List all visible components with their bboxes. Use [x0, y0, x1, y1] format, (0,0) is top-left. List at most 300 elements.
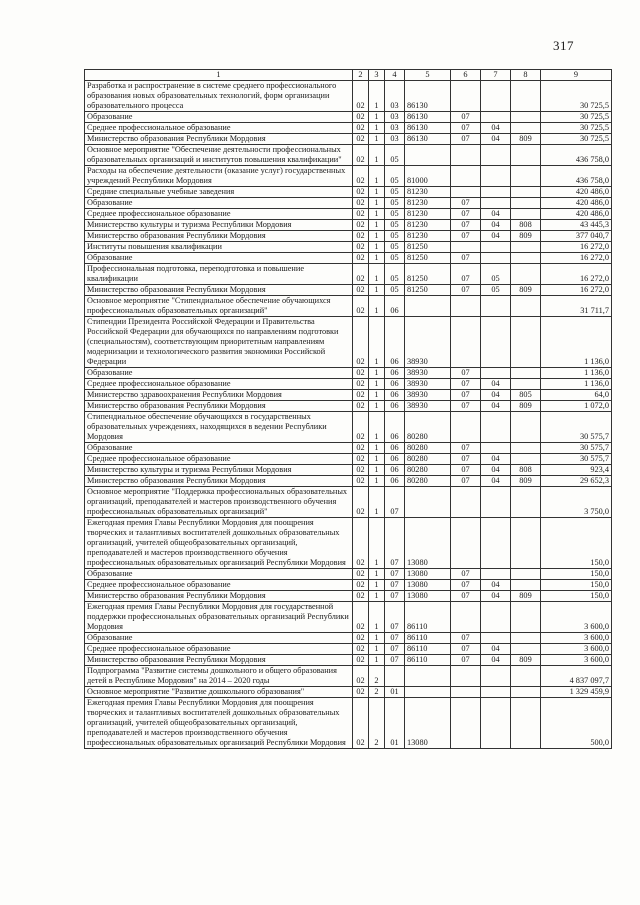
row-name: Ежегодная премия Главы Республики Мордовия для государственной поддержки профессиональных образовательных организаций Республики Мордовия: [85, 602, 353, 633]
col-5: 81230: [405, 220, 451, 231]
col-8: [511, 454, 541, 465]
col-6: 07: [451, 112, 481, 123]
table-row: [85, 602, 612, 633]
col-2: 02: [353, 698, 369, 749]
row-amount: 64,0: [541, 390, 612, 401]
col-5: 38930: [405, 379, 451, 390]
row-name: Образование: [85, 633, 353, 644]
table-row: [85, 591, 612, 602]
col-6: 07: [451, 644, 481, 655]
col-2: 02: [353, 296, 369, 317]
col-5: 13080: [405, 580, 451, 591]
col-7: [481, 633, 511, 644]
col-6: [451, 687, 481, 698]
col-4: 05: [385, 145, 405, 166]
row-name: Образование: [85, 112, 353, 123]
col-3: 1: [369, 476, 385, 487]
row-amount: 30 575,7: [541, 454, 612, 465]
row-name: Стипендиальное обеспечение обучающихся в государственных образовательных учреждениях, находящихся в ведении Республики Мордовия: [85, 412, 353, 443]
col-5: 81250: [405, 253, 451, 264]
col-7: [481, 666, 511, 687]
col-5: [405, 296, 451, 317]
col-7: [481, 368, 511, 379]
col-5: 86110: [405, 633, 451, 644]
col-7: 04: [481, 209, 511, 220]
row-amount: 1 136,0: [541, 368, 612, 379]
col-6: 07: [451, 134, 481, 145]
col-8: 809: [511, 591, 541, 602]
col-2: 02: [353, 465, 369, 476]
col-8: 809: [511, 476, 541, 487]
row-name: Разработка и распространение в системе среднего профессионального образования новых образовательных технологий, форм организации образовательного процесса: [85, 81, 353, 112]
col-2: 02: [353, 569, 369, 580]
col-3: 2: [369, 698, 385, 749]
col-4: 03: [385, 112, 405, 123]
page-number: 317: [553, 38, 574, 53]
col-3: 1: [369, 379, 385, 390]
col-4: 07: [385, 569, 405, 580]
row-name: Образование: [85, 198, 353, 209]
col-6: [451, 145, 481, 166]
row-amount: 1 072,0: [541, 401, 612, 412]
col-4: 06: [385, 390, 405, 401]
col-7: 04: [481, 476, 511, 487]
col-2: 02: [353, 368, 369, 379]
col-7: 05: [481, 264, 511, 285]
col-4: 05: [385, 187, 405, 198]
col-4: 01: [385, 698, 405, 749]
row-amount: 1 329 459,9: [541, 687, 612, 698]
col-2: 02: [353, 476, 369, 487]
col-8: [511, 112, 541, 123]
col-5: [405, 666, 451, 687]
header-cell: 5: [405, 70, 451, 81]
row-name: Среднее профессиональное образование: [85, 379, 353, 390]
col-6: [451, 412, 481, 443]
col-5: 13080: [405, 698, 451, 749]
table-row: [85, 518, 612, 569]
col-2: 02: [353, 145, 369, 166]
col-3: 1: [369, 285, 385, 296]
row-name: Министерство образования Республики Мордовия: [85, 476, 353, 487]
col-5: 38930: [405, 317, 451, 368]
col-4: 05: [385, 285, 405, 296]
col-3: 1: [369, 209, 385, 220]
col-8: [511, 487, 541, 518]
row-name: Основное мероприятие "Поддержка профессиональных образовательных организаций, преподавателей и мастеров производственного обучения профессиональных образовательных организаций": [85, 487, 353, 518]
budget-table: [84, 69, 612, 749]
col-3: 1: [369, 401, 385, 412]
row-amount: 3 750,0: [541, 487, 612, 518]
col-5: 13080: [405, 569, 451, 580]
col-3: 1: [369, 443, 385, 454]
col-8: [511, 242, 541, 253]
row-amount: 30 575,7: [541, 412, 612, 443]
row-name: Среднее профессиональное образование: [85, 123, 353, 134]
col-6: 07: [451, 209, 481, 220]
col-2: 02: [353, 666, 369, 687]
row-amount: 43 445,3: [541, 220, 612, 231]
row-amount: 1 136,0: [541, 379, 612, 390]
col-2: 02: [353, 412, 369, 443]
col-3: 2: [369, 687, 385, 698]
col-8: [511, 187, 541, 198]
col-8: 805: [511, 390, 541, 401]
col-4: 06: [385, 476, 405, 487]
table-row: [85, 687, 612, 698]
row-name: Среднее профессиональное образование: [85, 454, 353, 465]
col-2: 02: [353, 231, 369, 242]
col-5: 81000: [405, 166, 451, 187]
col-3: 1: [369, 487, 385, 518]
col-2: 02: [353, 633, 369, 644]
col-5: 86130: [405, 123, 451, 134]
header-cell: 2: [353, 70, 369, 81]
col-3: 1: [369, 145, 385, 166]
col-2: 02: [353, 166, 369, 187]
col-2: 02: [353, 602, 369, 633]
row-amount: 3 600,0: [541, 644, 612, 655]
col-4: 05: [385, 166, 405, 187]
row-amount: 3 600,0: [541, 633, 612, 644]
table-row: [85, 401, 612, 412]
col-6: [451, 602, 481, 633]
col-3: 1: [369, 580, 385, 591]
table-row: [85, 379, 612, 390]
col-5: 80280: [405, 476, 451, 487]
col-8: [511, 412, 541, 443]
col-5: 86130: [405, 112, 451, 123]
row-name: Среднее профессиональное образование: [85, 644, 353, 655]
col-6: 07: [451, 253, 481, 264]
col-7: [481, 602, 511, 633]
col-2: 02: [353, 264, 369, 285]
col-8: [511, 602, 541, 633]
col-8: [511, 253, 541, 264]
col-4: 06: [385, 401, 405, 412]
col-8: 808: [511, 465, 541, 476]
header-cell: 9: [541, 70, 612, 81]
header-cell: 4: [385, 70, 405, 81]
table-row: [85, 487, 612, 518]
col-6: [451, 317, 481, 368]
table-row: [85, 580, 612, 591]
col-6: 07: [451, 231, 481, 242]
col-6: 07: [451, 465, 481, 476]
row-amount: 150,0: [541, 580, 612, 591]
row-amount: 436 758,0: [541, 166, 612, 187]
col-3: 1: [369, 187, 385, 198]
col-5: 38930: [405, 390, 451, 401]
col-6: [451, 487, 481, 518]
row-name: Образование: [85, 569, 353, 580]
col-5: 38930: [405, 401, 451, 412]
col-3: 1: [369, 569, 385, 580]
table-row: [85, 166, 612, 187]
col-8: [511, 368, 541, 379]
col-2: 02: [353, 401, 369, 412]
col-3: 1: [369, 198, 385, 209]
col-4: 05: [385, 231, 405, 242]
col-4: 07: [385, 487, 405, 518]
row-amount: 30 575,7: [541, 443, 612, 454]
row-name: Расходы на обеспечение деятельности (оказание услуг) государственных учреждений Республики Мордовия: [85, 166, 353, 187]
col-6: [451, 187, 481, 198]
header-cell: 8: [511, 70, 541, 81]
header-cell: 3: [369, 70, 385, 81]
col-2: 02: [353, 112, 369, 123]
col-6: 07: [451, 591, 481, 602]
col-8: [511, 145, 541, 166]
col-5: 13080: [405, 591, 451, 602]
col-8: [511, 698, 541, 749]
table-row: [85, 253, 612, 264]
col-5: 13080: [405, 518, 451, 569]
col-4: 05: [385, 220, 405, 231]
col-4: 06: [385, 465, 405, 476]
table-row: [85, 644, 612, 655]
row-amount: 436 758,0: [541, 145, 612, 166]
row-name: Образование: [85, 443, 353, 454]
row-amount: 150,0: [541, 518, 612, 569]
col-5: 81230: [405, 209, 451, 220]
row-amount: 150,0: [541, 569, 612, 580]
col-6: 07: [451, 285, 481, 296]
col-2: 02: [353, 655, 369, 666]
col-6: 07: [451, 569, 481, 580]
col-4: 06: [385, 317, 405, 368]
col-5: 86110: [405, 644, 451, 655]
col-7: [481, 317, 511, 368]
col-5: 86110: [405, 655, 451, 666]
row-name: Министерство образования Республики Мордовия: [85, 231, 353, 242]
row-amount: 30 725,5: [541, 81, 612, 112]
col-3: 1: [369, 231, 385, 242]
table-row: [85, 285, 612, 296]
row-name: Профессиональная подготовка, переподготовка и повышение квалификации: [85, 264, 353, 285]
row-name: Среднее профессиональное образование: [85, 580, 353, 591]
header-row: [85, 70, 612, 81]
col-7: [481, 412, 511, 443]
col-4: 06: [385, 379, 405, 390]
col-8: [511, 379, 541, 390]
col-4: 05: [385, 198, 405, 209]
row-amount: 30 725,5: [541, 134, 612, 145]
col-8: [511, 580, 541, 591]
col-2: 02: [353, 81, 369, 112]
col-6: 07: [451, 401, 481, 412]
col-7: 04: [481, 401, 511, 412]
col-7: 04: [481, 644, 511, 655]
col-7: [481, 112, 511, 123]
col-4: 07: [385, 580, 405, 591]
col-5: 86110: [405, 602, 451, 633]
col-3: 1: [369, 454, 385, 465]
col-3: 1: [369, 655, 385, 666]
col-8: [511, 166, 541, 187]
col-2: 02: [353, 518, 369, 569]
col-3: 1: [369, 123, 385, 134]
table-row: [85, 145, 612, 166]
col-7: 04: [481, 379, 511, 390]
table-row: [85, 187, 612, 198]
table-row: [85, 633, 612, 644]
col-4: 06: [385, 412, 405, 443]
col-6: 07: [451, 368, 481, 379]
col-8: [511, 81, 541, 112]
col-5: 86130: [405, 134, 451, 145]
col-3: 2: [369, 666, 385, 687]
row-amount: 16 272,0: [541, 253, 612, 264]
col-8: [511, 123, 541, 134]
header-cell: 6: [451, 70, 481, 81]
row-amount: 377 040,7: [541, 231, 612, 242]
col-3: 1: [369, 518, 385, 569]
col-3: 1: [369, 253, 385, 264]
table-row: [85, 231, 612, 242]
row-name: Образование: [85, 368, 353, 379]
table-row: [85, 123, 612, 134]
col-4: 05: [385, 253, 405, 264]
table-row: [85, 220, 612, 231]
col-6: [451, 666, 481, 687]
col-8: [511, 687, 541, 698]
col-5: [405, 487, 451, 518]
header-cell: 1: [85, 70, 353, 81]
col-7: [481, 166, 511, 187]
table-row: [85, 465, 612, 476]
col-4: 07: [385, 633, 405, 644]
col-6: 07: [451, 476, 481, 487]
col-5: [405, 145, 451, 166]
col-7: 04: [481, 231, 511, 242]
row-amount: 420 486,0: [541, 209, 612, 220]
col-7: [481, 81, 511, 112]
col-6: 07: [451, 220, 481, 231]
col-3: 1: [369, 81, 385, 112]
col-5: 81250: [405, 242, 451, 253]
col-8: 809: [511, 655, 541, 666]
col-2: 02: [353, 390, 369, 401]
col-2: 02: [353, 317, 369, 368]
col-4: 07: [385, 644, 405, 655]
col-8: [511, 198, 541, 209]
col-3: 1: [369, 296, 385, 317]
row-amount: 500,0: [541, 698, 612, 749]
table-row: [85, 264, 612, 285]
col-7: [481, 518, 511, 569]
row-name: Министерство образования Республики Мордовия: [85, 134, 353, 145]
col-8: [511, 666, 541, 687]
row-name: Ежегодная премия Главы Республики Мордовия для поощрения творческих и талантливых воспитателей дошкольных образовательных организаций, учителей общеобразовательных организаций, преподавателей и мастеров производственного обучения профессиональных образовательных организаций Республики Мордовия: [85, 518, 353, 569]
row-name: Подпрограмма "Развитие системы дошкольного и общего образования детей в Республике Мордовия" на 2014 – 2020 годы: [85, 666, 353, 687]
col-3: 1: [369, 368, 385, 379]
col-6: 07: [451, 443, 481, 454]
col-8: 809: [511, 401, 541, 412]
col-6: [451, 296, 481, 317]
col-3: 1: [369, 134, 385, 145]
table-row: [85, 443, 612, 454]
col-6: [451, 81, 481, 112]
col-2: 02: [353, 644, 369, 655]
col-2: 02: [353, 454, 369, 465]
col-2: 02: [353, 220, 369, 231]
col-5: 80280: [405, 412, 451, 443]
col-6: 07: [451, 454, 481, 465]
table-row: [85, 476, 612, 487]
row-name: Основное мероприятие "Стипендиальное обеспечение обучающихся профессиональных образовательных организаций": [85, 296, 353, 317]
col-7: 04: [481, 390, 511, 401]
col-2: 02: [353, 687, 369, 698]
row-amount: 16 272,0: [541, 242, 612, 253]
col-3: 1: [369, 242, 385, 253]
col-6: 07: [451, 390, 481, 401]
col-3: 1: [369, 644, 385, 655]
col-6: [451, 698, 481, 749]
col-4: 07: [385, 602, 405, 633]
col-4: 03: [385, 134, 405, 145]
table-row: [85, 134, 612, 145]
col-4: 07: [385, 591, 405, 602]
row-amount: 16 272,0: [541, 264, 612, 285]
col-2: 02: [353, 285, 369, 296]
table-body: [85, 81, 612, 749]
row-name: Министерство образования Республики Мордовия: [85, 591, 353, 602]
table-row: [85, 412, 612, 443]
col-2: 02: [353, 580, 369, 591]
col-8: [511, 264, 541, 285]
table-row: [85, 655, 612, 666]
col-7: 04: [481, 591, 511, 602]
col-4: 05: [385, 264, 405, 285]
col-7: 04: [481, 655, 511, 666]
col-6: 07: [451, 198, 481, 209]
table-row: [85, 198, 612, 209]
row-name: Ежегодная премия Главы Республики Мордовия для поощрения творческих и талантливых воспитателей дошкольных образовательных организаций, учителей общеобразовательных организаций, преподавателей и мастеров производственного обучения профессиональных образовательных организаций Республики Мордовия: [85, 698, 353, 749]
col-8: [511, 569, 541, 580]
col-5: 38930: [405, 368, 451, 379]
row-amount: 420 486,0: [541, 187, 612, 198]
col-7: [481, 296, 511, 317]
row-name: Образование: [85, 253, 353, 264]
row-name: Основное мероприятие "Обеспечение деятельности профессиональных образовательных организаций и институтов повышения квалификации": [85, 145, 353, 166]
header-cell: 7: [481, 70, 511, 81]
col-6: 07: [451, 264, 481, 285]
table-row: [85, 666, 612, 687]
row-name: Институты повышения квалификации: [85, 242, 353, 253]
table-row: [85, 390, 612, 401]
col-3: 1: [369, 633, 385, 644]
col-3: 1: [369, 465, 385, 476]
col-7: [481, 487, 511, 518]
col-8: 808: [511, 220, 541, 231]
col-3: 1: [369, 112, 385, 123]
col-5: [405, 687, 451, 698]
col-4: 05: [385, 209, 405, 220]
col-3: 1: [369, 591, 385, 602]
col-2: 02: [353, 198, 369, 209]
col-8: 809: [511, 134, 541, 145]
col-5: 81230: [405, 198, 451, 209]
row-amount: 150,0: [541, 591, 612, 602]
row-name: Министерство культуры и туризма Республики Мордовия: [85, 220, 353, 231]
col-4: 06: [385, 368, 405, 379]
col-8: 809: [511, 231, 541, 242]
col-6: 07: [451, 123, 481, 134]
row-amount: 420 486,0: [541, 198, 612, 209]
col-7: [481, 253, 511, 264]
col-6: 07: [451, 379, 481, 390]
